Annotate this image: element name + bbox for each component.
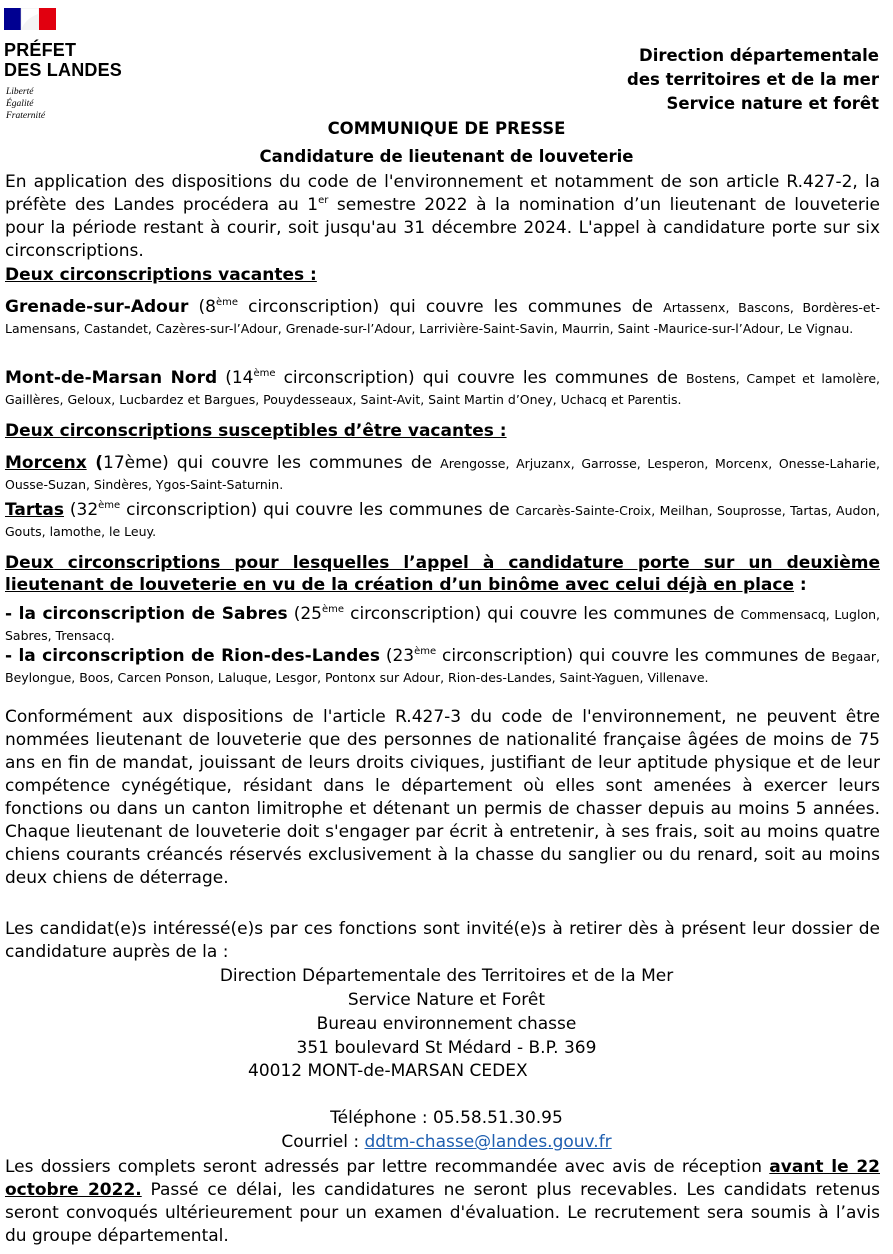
closing-paragraph (5, 1156, 880, 1248)
deadline: avant le 22 octobre 2022. (5, 1157, 880, 1200)
marianne-flag-logo (4, 8, 56, 30)
section3-heading-text: Deux circonscriptions pour lesquelles l’appel à candidature porte sur un deuxième lieutenant de louveterie en vu de la création d’un binôme avec celui déjà en place (5, 553, 880, 595)
document-title: COMMUNIQUE DE PRESSE (327, 119, 566, 138)
brand-name (4, 40, 122, 80)
address-block (0, 964, 893, 1060)
item-post: circonscription) qui couvre les communes de (238, 297, 664, 317)
org-line2: des territoires et de la mer (627, 70, 879, 89)
circonscription-name: Tartas (5, 500, 64, 520)
brand-line1: PRÉFET (4, 40, 77, 60)
address-line1: Direction Départementale des Territoires et de la Mer (219, 966, 674, 986)
section3-heading-end: : (794, 575, 807, 595)
section2-heading-text: Deux circonscriptions susceptibles d’être vacantes : (5, 421, 507, 441)
communes-list: Carcarès-Sainte-Croix, Meilhan, Souprosse, Tartas, Audon, Gouts, lamothe, le Leuy. (5, 503, 880, 539)
communes-list: Begaar, Beylongue, Boos, Carcen Ponson, Laluque, Lesgor, Pontonx sur Adour, Rion-des-Landes, Saint-Yaguen, Villenave. (5, 649, 881, 685)
org-line3: Service nature et forêt (666, 94, 879, 113)
closing-text-b: Passé ce délai, les candidatures ne seront plus recevables. Les candidats retenus seront convoqués ultérieurement pour un examen d'évaluation. Le recrutement sera soumis à l’avis du groupe départemental. (5, 1180, 880, 1246)
motto (6, 86, 45, 122)
document-subtitle: Candidature de lieutenant de louveterie (259, 147, 634, 166)
section2-heading (5, 420, 880, 443)
list-item (5, 604, 880, 646)
phone-line: Téléphone : 05.58.51.30.95 (330, 1108, 563, 1128)
communes-list: Arengosse, Arjuzanx, Garrosse, Lesperon, Morcenx, Onesse-Laharie, Ousse-Suzan, Sindères, Ygos-Saint-Saturnin. (5, 456, 880, 492)
closing-text-a: Les dossiers complets seront adressés par lettre recommandée avec avis de réception (5, 1157, 770, 1177)
org-line1: Direction départementale (639, 46, 879, 65)
section1-heading (5, 264, 880, 287)
item-pre: (14 (217, 368, 254, 388)
item-after: ( (86, 453, 104, 473)
item-sup: ème (322, 604, 345, 615)
circonscription-name: Morcenx (5, 453, 87, 473)
item-pre: (23 (379, 646, 415, 666)
list-item (5, 453, 880, 495)
motto-liberte: Liberté (6, 87, 34, 97)
address-line3: Bureau environnement chasse (316, 1014, 577, 1034)
circonscription-name: - la circonscription de Sabres (5, 604, 288, 624)
item-sup: ème (414, 646, 437, 657)
motto-egalite: Égalité (6, 99, 34, 109)
communes-list: Bostens, Campet et lamolère, Gaillères, Geloux, Lucbardez et Bargues, Pouydesseaux, Saint-Avit, Saint Martin d’Oney, Uchacq et Parentis. (5, 371, 880, 407)
list-item (5, 297, 880, 339)
intro-text-a: En application des dispositions du code de l'environnement et notamment de son article R.427-2, la préfète des Landes procédera au 1 (5, 172, 880, 215)
list-item (5, 646, 880, 688)
circonscription-name: Mont-de-Marsan Nord (5, 368, 218, 388)
item-pre: (32 (63, 500, 99, 520)
item-sup: ème (98, 500, 121, 511)
circonscription-name: Grenade-sur-Adour (5, 297, 189, 317)
address-line5: 40012 MONT-de-MARSAN CEDEX (248, 1061, 528, 1081)
item-post: circonscription) qui couvre les communes de (120, 500, 516, 520)
intro-sup: er (318, 195, 329, 206)
circonscription-name: - la circonscription de Rion-des-Landes (5, 646, 380, 666)
address-line2: Service Nature et Forêt (347, 990, 546, 1010)
list-item (5, 500, 880, 542)
list-item (5, 368, 880, 410)
item-pre: (25 (287, 604, 322, 624)
intro-text-b: semestre 2022 à la nomination d’un lieutenant de louveterie pour la période restant à courir, soit jusqu'au 31 décembre 2024. L'appel à candidature porte sur six circonscriptions. (5, 195, 881, 261)
brand-line2: DES LANDES (4, 60, 123, 80)
item-post: circonscription) qui couvre les communes de (344, 604, 741, 624)
conditions-paragraph: Conformément aux dispositions de l'article R.427-3 du code de l'environnement, ne peuvent être nommées lieutenant de louveterie que des personnes de nationalité française âgées de moins de 75 ans en fin de mandat, jouissant de leurs droits civiques, justifiant de leur aptitude physique et de leur compétence cynégétique, résidant dans le département où elles sont amenées à exercer leurs fonctions ou dans un canton limitrophe et détenant un permis de chasser depuis au moins 5 années. Chaque lieutenant de louveterie doit s'engager par écrit à entretenir, à ses frais, soit au moins quatre chiens courants créancés réservés exclusivement à la chasse du sanglier ou du renard, soit au moins deux chiens de déterrage. (5, 707, 880, 888)
motto-fraternite: Fraternité (6, 111, 46, 121)
communes-list: Artassenx, Bascons, Bordères-et-Lamensans, Castandet, Cazères-sur-l’Adour, Grenade-sur-l’Adour, Larrivière-Saint-Savin, Maurrin, Saint -Maurice-sur-l’Adour, Le Vignau. (5, 300, 880, 336)
intro-paragraph (5, 171, 880, 263)
invite-paragraph: Les candidat(e)s intéressé(e)s par ces fonctions sont invité(e)s à retirer dès à présent leur dossier de candidature auprès de la : (5, 919, 880, 962)
item-pre: (8 (188, 297, 216, 317)
item-post: circonscription) qui couvre les communes de (275, 368, 687, 388)
issuing-organization (627, 44, 879, 116)
address-line4: 351 boulevard St Médard - B.P. 369 (296, 1038, 597, 1058)
email-label: Courriel : (281, 1132, 365, 1152)
section3-heading (5, 552, 880, 596)
item-sup: ème (253, 368, 276, 379)
email-line (0, 1132, 893, 1152)
communes-list: Commensacq, Luglon, Sabres, Trensacq. (5, 607, 880, 643)
section1-heading-text: Deux circonscriptions vacantes : (5, 265, 317, 285)
email-link[interactable]: ddtm-chasse@landes.gouv.fr (364, 1132, 612, 1152)
item-rest: 17ème) qui couvre les communes de (103, 453, 441, 473)
item-sup: ème (215, 297, 239, 308)
item-post: circonscription) qui couvre les communes de (436, 646, 832, 666)
